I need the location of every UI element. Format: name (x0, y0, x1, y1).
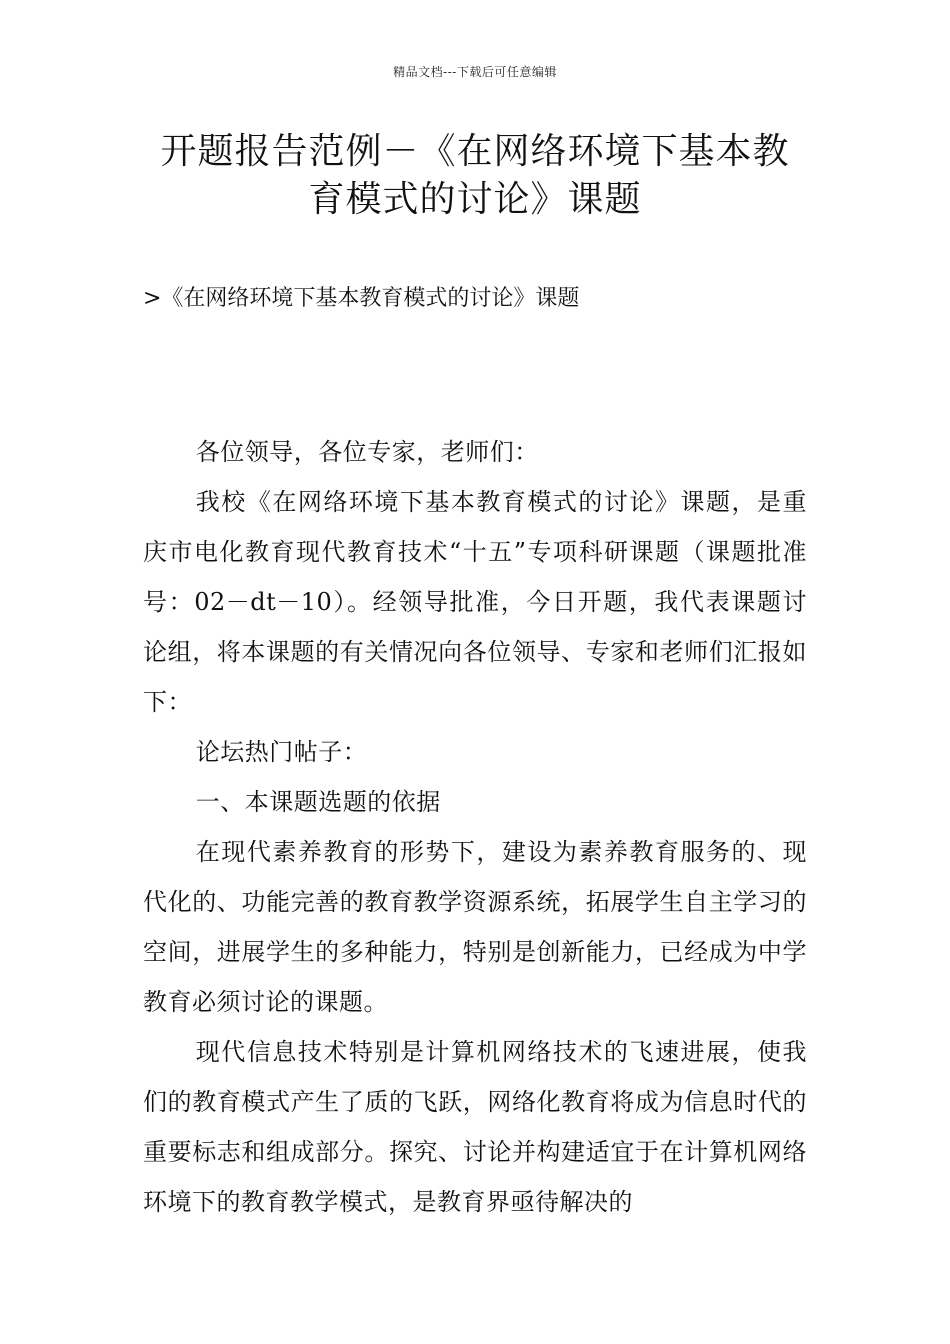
document-body (143, 427, 807, 1227)
paragraph-intro: 我校《在网络环境下基本教育模式的讨论》课题，是重庆市电化教育现代教育技术“十五”专项科研课题（课题批准号：02－dt－10）。经领导批准，今日开题，我代表课题讨论组，将本课题的有关情况向各位领导、专家和老师们汇报如下： (143, 488, 807, 716)
paragraph-basis-2: 现代信息技术特别是计算机网络技术的飞速进展，使我们的教育模式产生了质的飞跃，网络化教育将成为信息时代的重要标志和组成部分。探究、讨论并构建适宜于在计算机网络环境下的教育教学模式，是教育界亟待解决的 (143, 1038, 807, 1216)
document-title (140, 128, 810, 224)
paragraph-forum-note: 论坛热门帖子： (195, 738, 368, 766)
paragraph-greeting: 各位领导，各位专家，老师们： (195, 438, 539, 466)
document-subtitle: >《在网络环境下基本教育模式的讨论》课题 (143, 286, 580, 311)
title-line-1: 开题报告范例－《在网络环境下基本教 (160, 131, 790, 172)
section-heading-basis: 一、本课题选题的依据 (195, 788, 441, 816)
paragraph-basis-1: 在现代素养教育的形势下，建设为素养教育服务的、现代化的、功能完善的教育教学资源系统，拓展学生自主学习的空间，进展学生的多种能力，特别是创新能力，已经成为中学教育必须讨论的课题。 (143, 838, 807, 1016)
header-note: 精品文档---下载后可任意编辑 (393, 65, 557, 79)
title-line-2: 育模式的讨论》课题 (308, 179, 642, 220)
